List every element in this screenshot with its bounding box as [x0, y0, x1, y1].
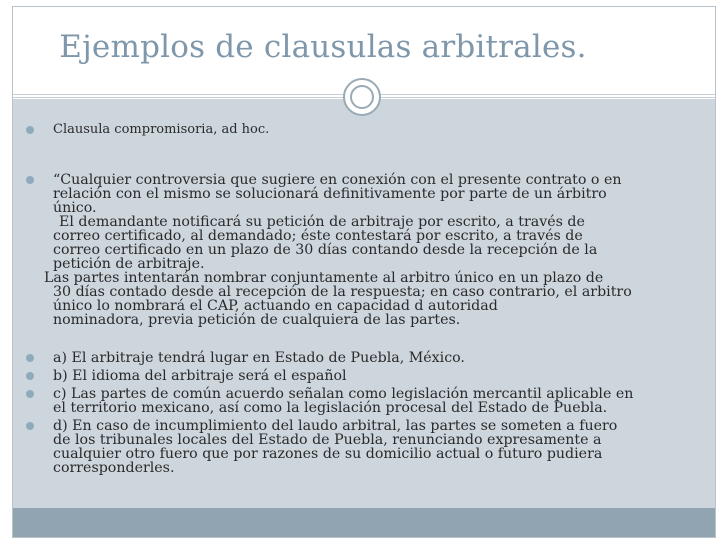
bullet-icon — [26, 126, 34, 134]
bullet-icon — [26, 372, 34, 380]
bullet-text-line: correo certificado, al demandado; éste contestará por escrito, a través de — [53, 228, 583, 244]
bullet-text-line: nominadora, previa petición de cualquiera de las partes. — [53, 312, 461, 328]
bullet-icon — [26, 390, 34, 398]
bullet-text: Clausula compromisoria, ad hoc. — [53, 122, 270, 137]
bullet-text-line: El demandante notificará su petición de arbitraje por escrito, a través de — [59, 214, 585, 230]
bullet-text: a) El arbitraje tendrá lugar en Estado de Puebla, México. — [53, 350, 465, 366]
list-item — [40, 351, 704, 365]
bullet-text-line: 30 días contado desde al recepción de la respuesta; en caso contrario, el arbitro — [53, 284, 632, 300]
list-item — [40, 173, 704, 327]
bullet-text-line: único lo nombrará el CAP, actuando en capacidad d autoridad — [53, 298, 498, 314]
bullet-icon — [26, 354, 34, 362]
circle-ornament-icon — [343, 78, 381, 116]
bullet-text-line: el territorio mexicano, así como la legislación procesal del Estado de Puebla. — [53, 400, 608, 416]
slide-title: Ejemplos de clausulas arbitrales. — [59, 29, 587, 65]
bullet-text-line: “Cualquier controversia que sugiere en conexión con el presente contrato o en — [53, 172, 622, 188]
bullet-text-line: d) En caso de incumplimiento del laudo arbitral, las partes se someten a fuero — [53, 418, 618, 434]
bullet-text-line: corresponderles. — [53, 460, 175, 476]
list-item — [40, 387, 704, 415]
bullet-text-line: cualquier otro fuero que por razones de su domicilio actual o futuro pudiera — [53, 446, 603, 462]
bullet-text-line: correo certificado en un plazo de 30 días contando desde la recepción de la — [53, 242, 598, 258]
list-item — [40, 419, 704, 475]
bullet-text-line: relación con el mismo se solucionará definitivamente por parte de un árbitro — [53, 186, 607, 202]
list-item — [40, 369, 704, 383]
bullet-icon — [26, 176, 34, 184]
bullet-icon — [26, 422, 34, 430]
bullet-list — [40, 113, 704, 475]
list-item — [40, 123, 704, 137]
bullet-text: b) El idioma del arbitraje será el español — [53, 368, 347, 384]
bullet-text-line: de los tribunales locales del Estado de Puebla, renunciando expresamente a — [53, 432, 602, 448]
bullet-text-line: c) Las partes de común acuerdo señalan como legislación mercantil aplicable en — [53, 386, 634, 402]
bullet-text-line: único. — [53, 200, 97, 216]
bullet-text-line: Las partes intentarán nombrar conjuntamente al arbitro único en un plazo de — [44, 270, 604, 286]
bullet-text-line: petición de arbitraje. — [53, 256, 205, 272]
